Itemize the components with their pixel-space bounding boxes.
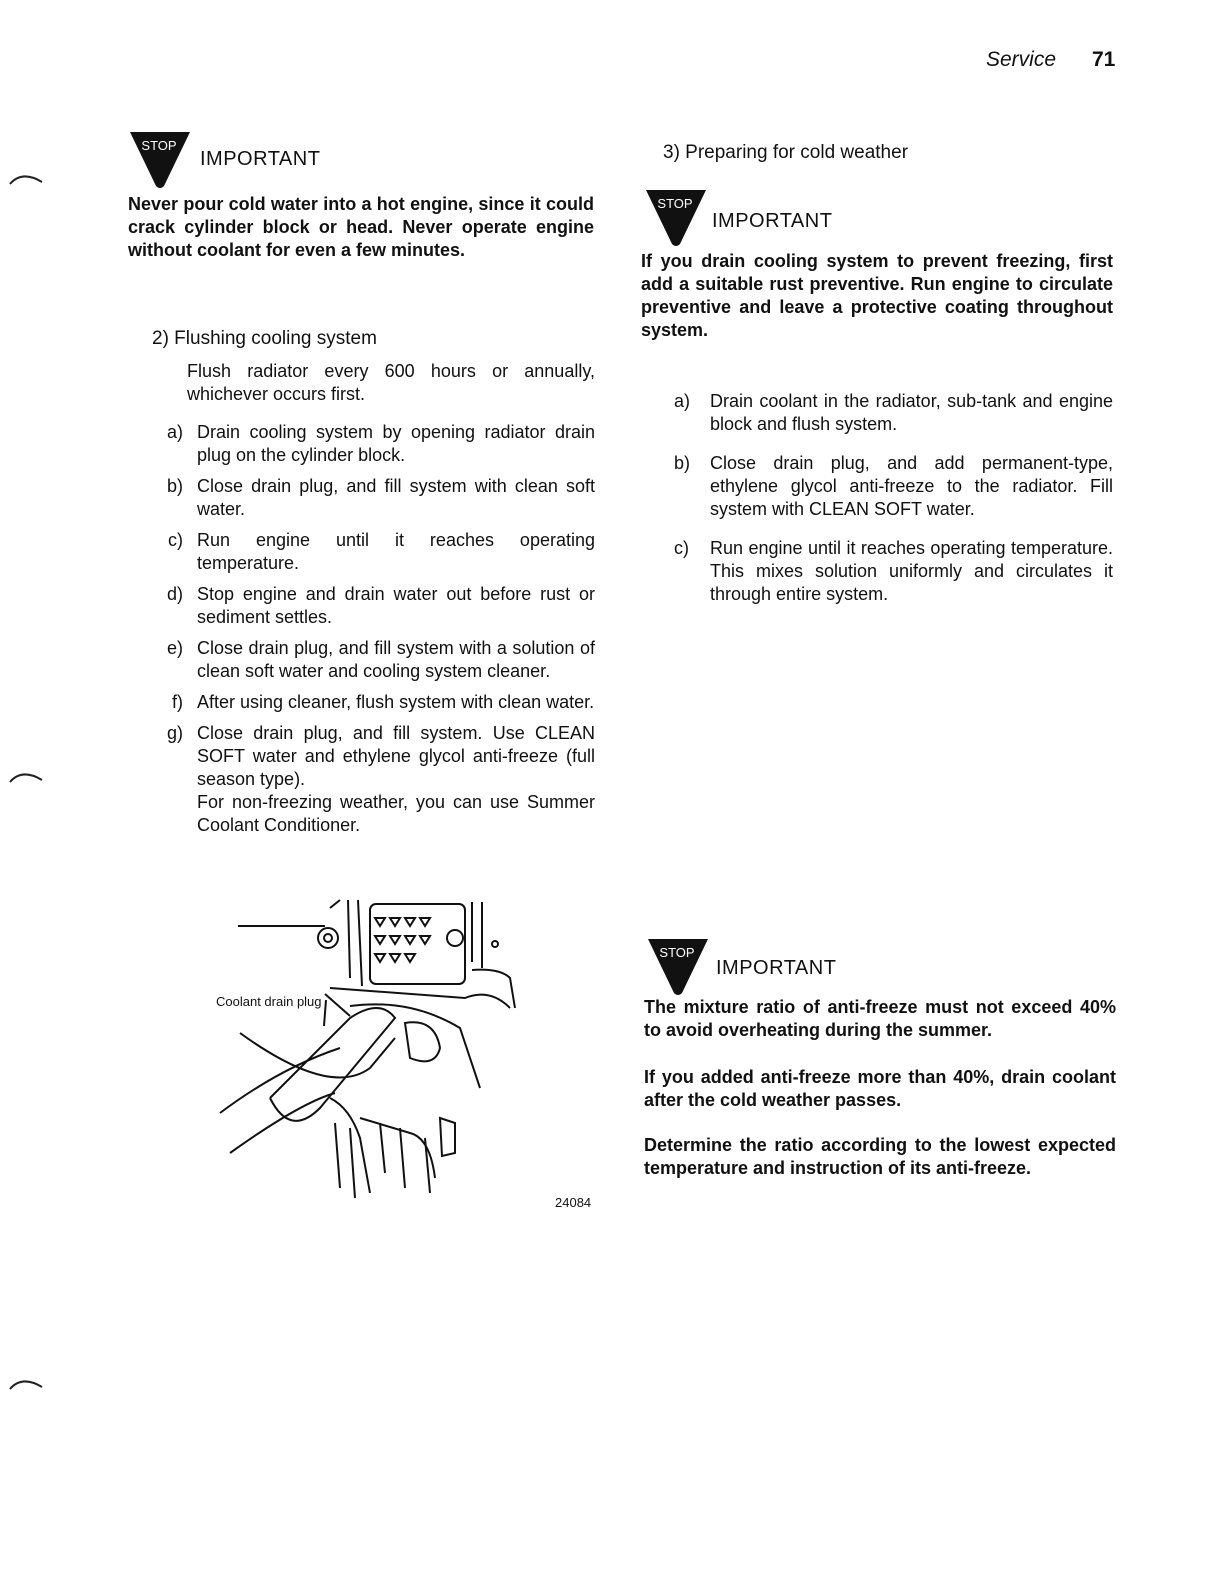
stop-sign-text: STOP <box>657 196 693 211</box>
list-item-text: Drain coolant in the radiator, sub-tank and engine block and flush system. <box>710 391 1113 434</box>
list-item-extra: For non-freezing weather, you can use Summer Coolant Conditioner. <box>197 792 595 835</box>
important-label: IMPORTANT <box>200 148 321 170</box>
figure-callout-label: Coolant drain plug <box>216 994 322 1009</box>
stop-sign-icon <box>128 128 192 188</box>
list-item-body <box>197 722 595 837</box>
important-notice-1 <box>128 128 192 193</box>
header-section-title: Service <box>986 48 1057 71</box>
list-item-label: b) <box>674 453 691 473</box>
important-text: Never pour cold water into a hot engine, since it could crack cylinder block or head. Never operate engine without coolant for even a few minutes. <box>128 194 594 260</box>
stop-sign-icon <box>644 186 708 246</box>
important-notice-2 <box>644 186 708 251</box>
flushing-intro: Flush radiator every 600 hours or annually, whichever occurs first. <box>187 361 595 404</box>
binder-mark-icon <box>8 170 44 186</box>
list-item-label: c) <box>168 530 183 550</box>
list-item <box>145 421 595 467</box>
list-item-label: g) <box>166 723 183 743</box>
list-item-text: Close drain plug, and fill system with clean soft water. <box>197 476 595 519</box>
important-label: IMPORTANT <box>716 957 837 979</box>
cold-weather-steps-list <box>658 390 1113 606</box>
coolant-drain-plug-illustration <box>210 898 540 1200</box>
important-notice-3 <box>646 935 710 1000</box>
list-item-text: Drain cooling system by opening radiator drain plug on the cylinder block. <box>197 422 595 465</box>
list-item-text: Run engine until it reaches operating temperature. This mixes solution uniformly and circulates it through entire system. <box>710 538 1113 604</box>
list-item-label: f) <box>172 692 183 712</box>
list-item-label: a) <box>166 422 183 442</box>
binder-mark-icon <box>8 1375 44 1391</box>
important-paragraph: If you added anti-freeze more than 40%, drain coolant after the cold weather passes. <box>644 1067 1116 1110</box>
section-title-flushing: 2) Flushing cooling system <box>152 328 377 349</box>
list-item <box>658 452 1113 521</box>
list-item <box>145 583 595 629</box>
list-item-text: Close drain plug, and add permanent-type, ethylene glycol anti-freeze to the radiator. Fill system with CLEAN SOFT water. <box>710 453 1113 519</box>
stop-sign-text: STOP <box>141 138 177 153</box>
list-item-text: Close drain plug, and fill system with a solution of clean soft water and cooling system cleaner. <box>197 638 595 681</box>
list-item <box>145 529 595 575</box>
stop-sign-icon <box>646 935 710 995</box>
list-item-label: c) <box>674 538 689 558</box>
list-item-label: d) <box>166 584 183 604</box>
list-item <box>145 691 595 714</box>
figure-number: 24084 <box>555 1195 592 1210</box>
page-number: 71 <box>1092 48 1116 71</box>
list-item-text: Stop engine and drain water out before rust or sediment settles. <box>197 584 595 627</box>
important-text: If you drain cooling system to prevent freezing, first add a suitable rust preventive. Run engine to circulate preventive and leave a protective coating throughout system. <box>641 251 1113 340</box>
list-item <box>145 637 595 683</box>
list-item-label: e) <box>166 638 183 658</box>
binder-mark-icon <box>8 768 44 784</box>
list-item <box>658 537 1113 606</box>
section-title-cold-weather: 3) Preparing for cold weather <box>663 142 909 163</box>
list-item-label: a) <box>674 391 691 411</box>
list-item-text: Close drain plug, and fill system. Use CLEAN SOFT water and ethylene glycol anti-freeze (full season type). <box>197 723 595 789</box>
list-item-label: b) <box>166 476 183 496</box>
list-item-text: After using cleaner, flush system with clean water. <box>197 692 595 712</box>
list-item-text: Run engine until it reaches operating temperature. <box>197 530 595 573</box>
important-label: IMPORTANT <box>712 210 833 232</box>
flushing-steps-list <box>145 421 595 837</box>
important-paragraph: Determine the ratio according to the lowest expected temperature and instruction of its anti-freeze. <box>644 1135 1116 1178</box>
list-item <box>145 475 595 521</box>
important-paragraph: The mixture ratio of anti-freeze must not exceed 40% to avoid overheating during the summer. <box>644 997 1116 1040</box>
list-item <box>658 390 1113 436</box>
stop-sign-text: STOP <box>659 945 695 960</box>
list-item <box>145 722 595 837</box>
